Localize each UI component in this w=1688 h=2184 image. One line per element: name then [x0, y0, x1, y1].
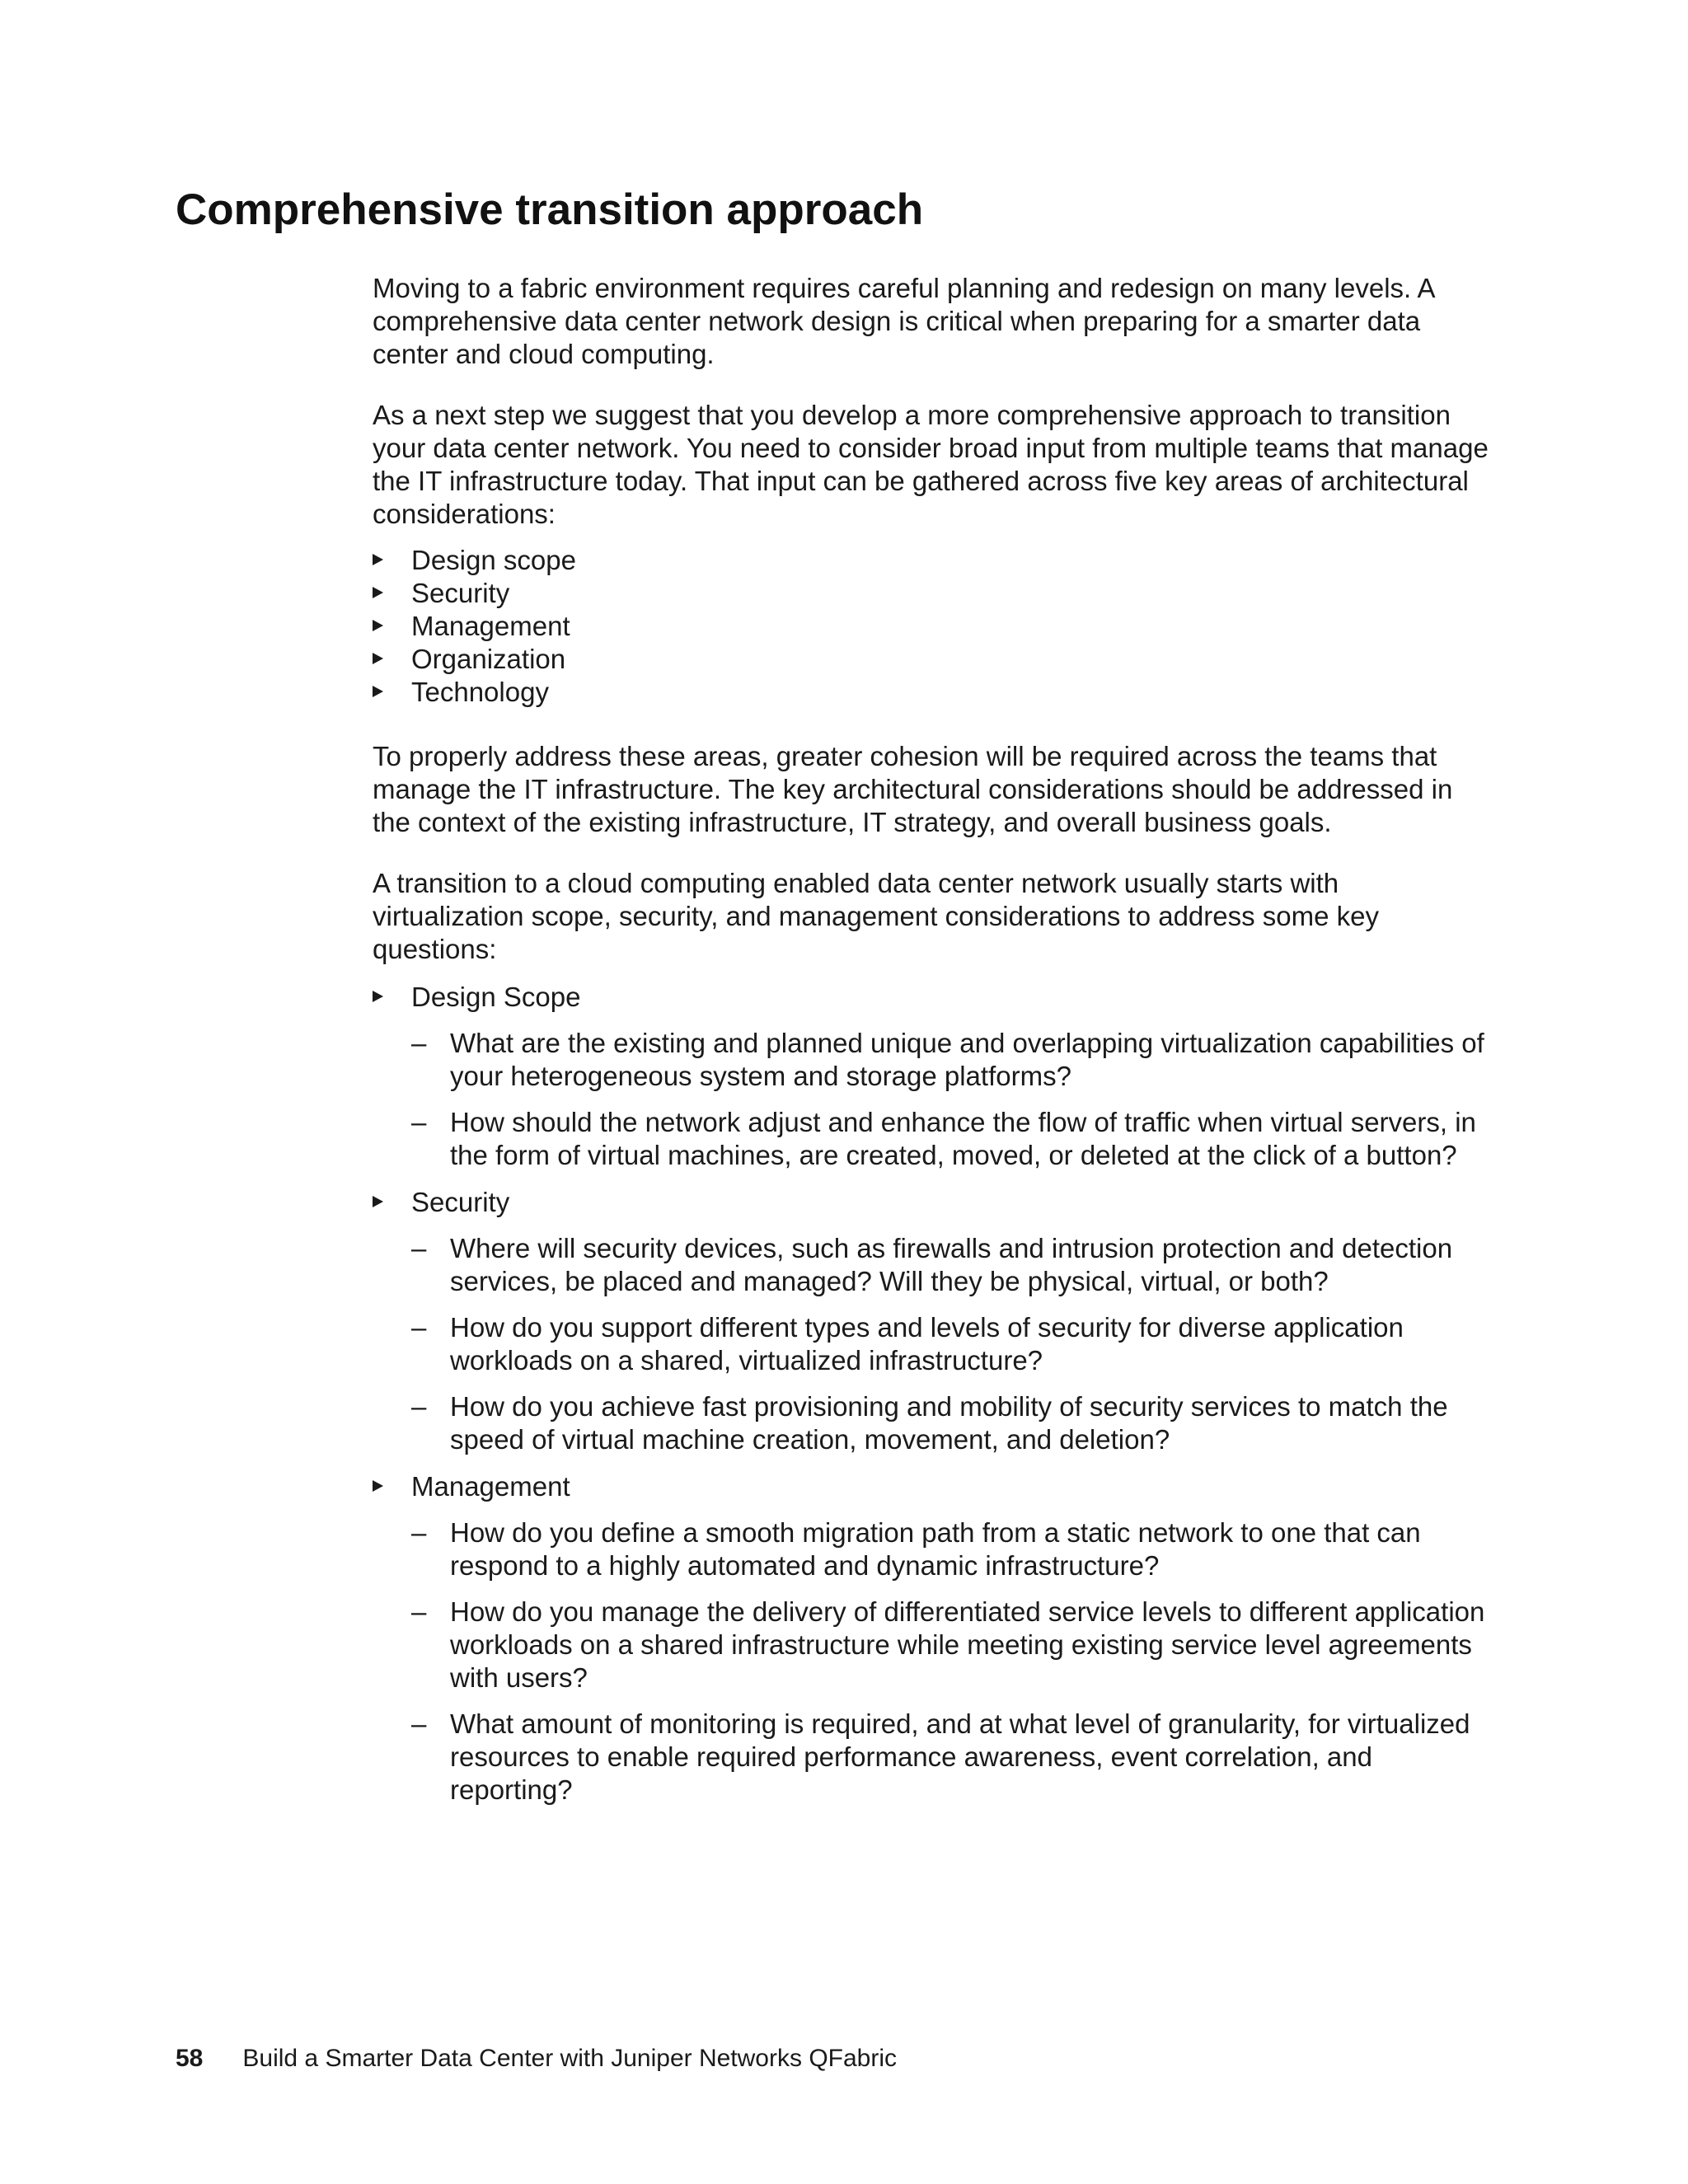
dash-bullet-icon: –: [411, 1708, 427, 1739]
dash-bullet-icon: –: [411, 1312, 427, 1343]
bullet-triangle-icon: [373, 686, 383, 697]
question-item: – How do you achieve fast provisioning and mobility of security services to match the speed of virtual machine creation, movement, and deletion?: [411, 1391, 1448, 1455]
list-item: Design scope: [373, 544, 1493, 577]
question-sublist: [411, 1027, 1493, 1172]
bullet-triangle-icon: [373, 554, 383, 565]
dash-bullet-icon: –: [411, 1233, 427, 1263]
question-item: – How do you support different types and levels of security for diverse application workloads on a shared, virtualized infrastructure?: [411, 1312, 1404, 1376]
question-item: – What amount of monitoring is required, and at what level of granularity, for virtualized resources to enable required performance awareness, event correlation, and reporting?: [411, 1708, 1470, 1805]
dash-bullet-icon: –: [411, 1596, 427, 1627]
dash-bullet-icon: –: [411, 1107, 427, 1137]
list-item: Security: [373, 577, 1493, 610]
question-group-security: [373, 1186, 1493, 1456]
section-heading: Comprehensive transition approach: [176, 185, 924, 234]
cohesion-paragraph: To properly address these areas, greater cohesion will be required across the teams that manage the IT infrastructure. The key architectural considerations should be addressed in the context of the existing infrastructure, IT strategy, and overall business goals.: [373, 741, 1453, 837]
question-sublist: [411, 1232, 1493, 1456]
question-group-label: Management: [411, 1471, 570, 1502]
question-group-label: Design Scope: [411, 982, 581, 1012]
bullet-triangle-icon: [373, 653, 383, 664]
list-item: Organization: [373, 643, 1493, 676]
page-footer: [176, 2042, 897, 2075]
page-number: 58: [176, 2045, 204, 2072]
question-sublist: [411, 1516, 1493, 1807]
dash-bullet-icon: –: [411, 1391, 427, 1422]
question-item: – How do you manage the delivery of differentiated service levels to different application workloads on a shared infrastructure while meeting existing service level agreements with users?: [411, 1596, 1485, 1693]
list-item: Management: [373, 610, 1493, 643]
question-group-design-scope: [373, 981, 1493, 1172]
bullet-triangle-icon: [373, 1480, 383, 1492]
intro-paragraph: Moving to a fabric environment requires careful planning and redesign on many levels. A comprehensive data center network design is critical when preparing for a smarter data center and cloud computing.: [373, 273, 1434, 369]
bullet-triangle-icon: [373, 587, 383, 598]
bullet-triangle-icon: [373, 991, 383, 1002]
question-group-management: [373, 1470, 1493, 1807]
bullet-triangle-icon: [373, 620, 383, 631]
question-item: – What are the existing and planned unique and overlapping virtualization capabilities of your heterogeneous system and storage platforms?: [411, 1028, 1484, 1091]
list-item: Technology: [373, 676, 1493, 709]
transition-paragraph: A transition to a cloud computing enabled data center network usually starts with virtualization scope, security, and management considerations to address some key questions:: [373, 868, 1380, 964]
key-questions-list: [373, 981, 1493, 1807]
question-group-label: Security: [411, 1187, 510, 1217]
approach-paragraph: As a next step we suggest that you develop a more comprehensive approach to transition your data center network. You need to consider broad input from multiple teams that manage the IT infrastructure today. That input can be gathered across five key areas of architectural considerations:: [373, 400, 1489, 529]
question-item: – How should the network adjust and enhance the flow of traffic when virtual servers, in the form of virtual machines, are created, moved, or deleted at the click of a button?: [411, 1107, 1476, 1170]
question-item: – Where will security devices, such as firewalls and intrusion protection and detection services, be placed and managed? Will they be physical, virtual, or both?: [411, 1233, 1453, 1296]
key-areas-list: [373, 544, 1493, 709]
question-item: – How do you define a smooth migration path from a static network to one that can respond to a highly automated and dynamic infrastructure?: [411, 1517, 1421, 1581]
book-title: Build a Smarter Data Center with Juniper Networks QFabric: [242, 2045, 897, 2072]
section-body: [373, 272, 1493, 1821]
bullet-triangle-icon: [373, 1196, 383, 1207]
dash-bullet-icon: –: [411, 1517, 427, 1548]
dash-bullet-icon: –: [411, 1028, 427, 1058]
